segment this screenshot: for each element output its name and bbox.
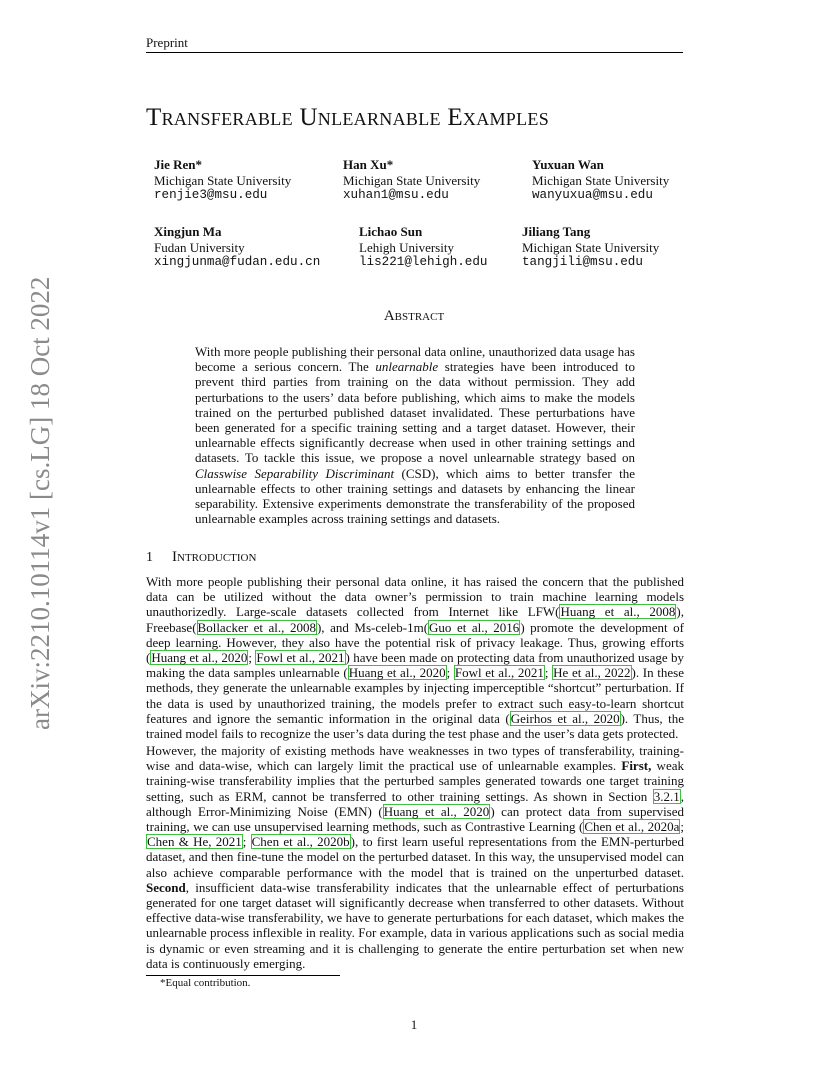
citation-link[interactable]: He et al., 2022 (553, 665, 631, 681)
page-number: 1 (410, 1017, 418, 1032)
author-name: Lichao Sun (359, 224, 423, 239)
author-name: Han Xu* (343, 157, 394, 172)
abstract-text: With more people publishing their personal data online, unauthorized data usage has become a serious concern. The unlearnable strategies have been introduced to prevent third parties from training on the data without permission. They add perturbations to the users’ data before publishing, which aims to make the models trained on the perturbed published dataset invalidated. These perturbations have been generated for a specific training setting and a target dataset. However, their unlearnable effects significantly decrease when used in other training settings and datasets. To tackle this issue, we propose a novel unlearnable strategy based on Classwise Separability Discriminant (CSD), which aims to better transfer the unlearnable effects to other training settings and datasets by enhancing the linear separability. Extensive experiments demonstrate the transferability of the proposed unlearnable examples across training settings and datasets. (195, 344, 636, 527)
footnote: *Equal contribution. (160, 977, 251, 989)
section-number: 1 (146, 550, 153, 565)
citation-link[interactable]: Chen et al., 2020b (251, 834, 350, 850)
citation-link[interactable]: Huang et al., 2008 (560, 604, 676, 620)
author-affiliation: Michigan State University (532, 172, 670, 188)
intro-paragraph-2: However, the majority of existing methods have weaknesses in two types of transferability, training-wise and data-wise, which can largely limit the practical use of unlearnable examples. First, weak training-wise transferability implies that the perturbed samples generated towards one target training setting, such as ERM, cannot be transferred to other training settings. As shown in Section 3.2.1, although Error-Minimizing Noise (EMN) (Huang et al., 2020) can protect data from supervised training, we can use unsupervised learning methods, such as Contrastive Learning (Chen et al., 2020a; Chen & He, 2021; Chen et al., 2020b), to first learn useful representations from the EMN-perturbed dataset, and then fine-tune the model on the perturbed dataset. In this way, the unsupervised model can also achieve comparable performance with the model that is trained on the unperturbed dataset. Second, insufficient data-wise transferability indicates that the unlearnable effect of perturbations generated for one target dataset will significantly decrease when transferred to other datasets. Without effective data-wise transferability, we have to generate perturbations for each dataset, which makes the unlearnable process inflexible in reality. For example, data in various applications such as social media is dynamic or even streaming and it is challenging to generate the entire perturbation set when new data is continuously emerging. (146, 743, 685, 971)
citation-link[interactable]: Huang et al., 2020 (383, 803, 490, 819)
citation-link[interactable]: Geirhos et al., 2020 (510, 710, 620, 726)
author-name: Yuxuan Wan (532, 157, 604, 172)
author-email[interactable]: renjie3@msu.edu (154, 188, 268, 202)
citation-link[interactable]: Huang et al., 2020 (151, 650, 248, 666)
intro-paragraph-1: With more people publishing their personal data online, it has raised the concern that the published data can be utilized without the data owner’s permission to train machine learning models unauthorizedly. Large-scale datasets collected from Internet like LFW(Huang et al., 2008), Freebase(Bollacker et al., 2008), and Ms-celeb-1m(Guo et al., 2016) promote the development of deep learning. However, they also have the potential risk of privacy leakage. Thus, growing efforts (Huang et al., 2020; Fowl et al., 2021) have been made on protecting data from unauthorized usage by making the data samples unlearnable (Huang et al., 2020; Fowl et al., 2021; He et al., 2022). In these methods, they generate the unlearnable examples by injecting imperceptible “shortcut” perturbation. If the data is used by unauthorized training, the models prefer to extract such easy-to-learn shortcut features and ignore the semantic information in the original data (Geirhos et al., 2020). Thus, the trained model fails to recognize the user’s data during the test phase and the user’s data gets protected. (146, 574, 685, 742)
author-email[interactable]: tangjili@msu.edu (522, 255, 643, 269)
paper-title: Transferable Unlearnable Examples (146, 104, 550, 131)
section-heading (146, 549, 256, 566)
footnote-rule (146, 975, 340, 976)
author-name: Xingjun Ma (154, 224, 222, 239)
author-affiliation: Lehigh University (359, 239, 454, 255)
author-name: Jie Ren* (154, 157, 203, 172)
citation-link[interactable]: Bollacker et al., 2008 (197, 619, 316, 635)
author-email[interactable]: xuhan1@msu.edu (343, 188, 449, 202)
author-block (532, 157, 669, 204)
arxiv-stamp (20, 276, 60, 730)
author-affiliation: Michigan State University (343, 172, 481, 188)
abstract-heading: Abstract (383, 308, 445, 324)
header-rule (146, 52, 683, 53)
author-email[interactable]: lis221@lehigh.edu (359, 255, 488, 269)
arxiv-identifier[interactable]: arXiv:2210.10114v1 [cs.LG] 18 Oct 2022 (25, 276, 55, 730)
citation-link[interactable]: Fowl et al., 2021 (454, 665, 544, 681)
author-name: Jiliang Tang (522, 224, 591, 239)
author-affiliation: Fudan University (154, 239, 245, 255)
author-block (154, 157, 291, 204)
author-block (154, 224, 320, 271)
author-block (522, 224, 659, 271)
citation-link[interactable]: Chen & He, 2021 (147, 834, 242, 850)
citation-link[interactable]: Huang et al., 2020 (348, 665, 446, 681)
running-header: Preprint (146, 35, 188, 50)
citation-link[interactable]: Fowl et al., 2021 (256, 650, 345, 666)
author-affiliation: Michigan State University (522, 239, 660, 255)
section-title: Introduction (172, 549, 257, 565)
section-reference-link[interactable]: 3.2.1 (653, 788, 680, 804)
author-block (359, 224, 487, 271)
author-email[interactable]: xingjunma@fudan.edu.cn (154, 255, 321, 269)
author-affiliation: Michigan State University (154, 172, 292, 188)
citation-link[interactable]: Guo et al., 2016 (429, 619, 520, 635)
author-email[interactable]: wanyuxua@msu.edu (532, 188, 653, 202)
citation-link[interactable]: Chen et al., 2020a (584, 819, 680, 835)
author-block (343, 157, 480, 204)
